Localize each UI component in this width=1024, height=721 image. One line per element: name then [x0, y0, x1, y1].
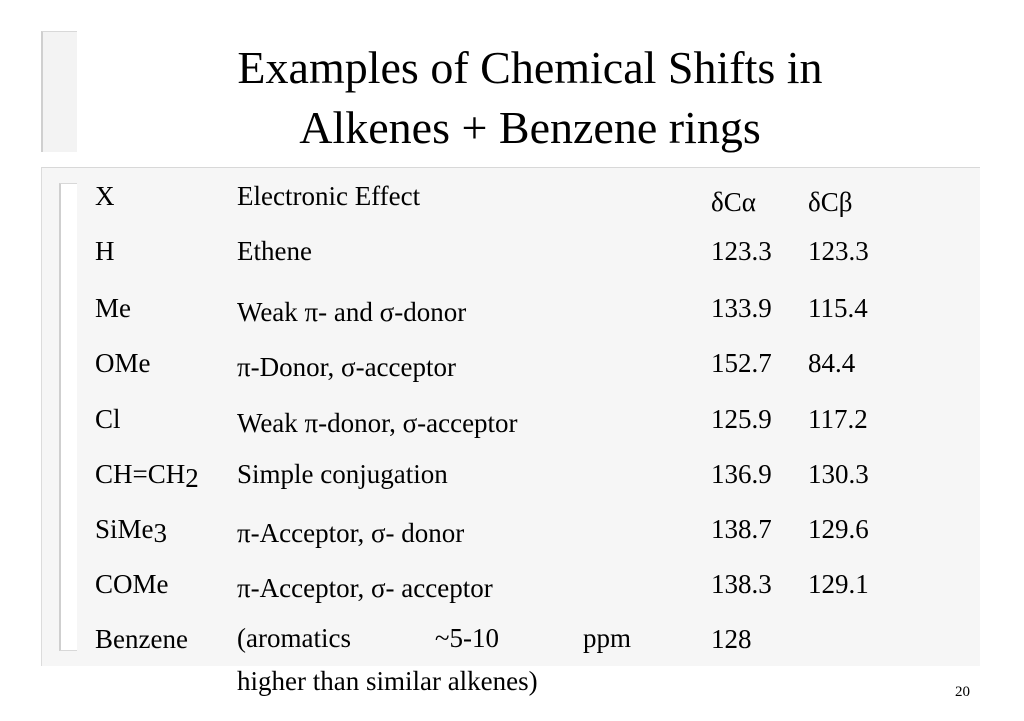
- cell-c-alpha: 123.3: [711, 236, 772, 266]
- table-row: [0, 292, 1024, 344]
- cell-c-beta: 129.1: [808, 569, 869, 599]
- cell-c-beta: 117.2: [808, 404, 868, 434]
- cell-c-beta: 115.4: [808, 293, 868, 323]
- table-row: [0, 347, 1024, 399]
- cell-x: OMe: [95, 348, 151, 378]
- title-line-2: Alkenes + Benzene rings: [299, 102, 761, 153]
- cell-c-alpha: 138.7: [711, 514, 772, 544]
- header-c-beta: δCβ: [808, 187, 853, 217]
- slide-title: [100, 38, 960, 158]
- cell-x: Cl: [95, 404, 121, 434]
- effect-word: (aromatics: [237, 623, 351, 653]
- cell-x-subscript: 3: [153, 518, 168, 548]
- table-row: [0, 235, 1024, 287]
- cell-x: [95, 458, 199, 494]
- cell-effect: [237, 617, 631, 703]
- effect-line-2: higher than similar alkenes): [237, 666, 538, 696]
- page-number: 20: [955, 684, 970, 700]
- cell-effect: Simple conjugation: [237, 459, 448, 489]
- cell-x: COMe: [95, 569, 169, 599]
- cell-effect: Weak π-donor, σ-acceptor: [237, 408, 518, 438]
- cell-x: Benzene: [95, 624, 188, 654]
- table-header-row: [0, 180, 1024, 232]
- cell-c-alpha: 138.3: [711, 569, 772, 599]
- table-row: [0, 568, 1024, 620]
- cell-c-beta: 123.3: [808, 236, 869, 266]
- effect-line-1: [237, 617, 631, 660]
- cell-c-alpha: 152.7: [711, 348, 772, 378]
- effect-word: ~5-10: [434, 623, 500, 653]
- table-row: [0, 513, 1024, 565]
- cell-x: [95, 513, 167, 549]
- cell-effect: Ethene: [237, 236, 312, 266]
- cell-x: H: [95, 236, 115, 266]
- cell-c-alpha: 136.9: [711, 459, 772, 489]
- cell-x: Me: [95, 293, 131, 323]
- cell-effect: π-Acceptor, σ- acceptor: [237, 573, 493, 603]
- cell-c-beta: 130.3: [808, 459, 869, 489]
- effect-word: ppm: [582, 623, 631, 653]
- title-line-1: Examples of Chemical Shifts in: [237, 42, 823, 93]
- table-row: [0, 403, 1024, 455]
- cell-x-base: SiMe: [95, 514, 154, 544]
- cell-x-subscript: 2: [185, 463, 199, 493]
- cell-c-beta: 129.6: [808, 514, 869, 544]
- cell-c-alpha: 133.9: [711, 293, 772, 323]
- cell-x-base: CH=CH: [95, 459, 186, 489]
- table-row: [0, 623, 1024, 703]
- cell-c-alpha: 128: [711, 624, 752, 654]
- cell-effect: Weak π- and σ-donor: [237, 297, 467, 327]
- cell-effect: π-Donor, σ-acceptor: [237, 352, 457, 382]
- table-row: [0, 458, 1024, 510]
- header-c-alpha: δCα: [711, 187, 756, 217]
- cell-c-alpha: 125.9: [711, 404, 772, 434]
- header-x: X: [95, 181, 115, 211]
- cell-effect: π-Acceptor, σ- donor: [237, 518, 465, 548]
- title-accent-bar: [41, 31, 77, 152]
- cell-c-beta: 84.4: [808, 348, 856, 378]
- header-effect: Electronic Effect: [237, 181, 421, 211]
